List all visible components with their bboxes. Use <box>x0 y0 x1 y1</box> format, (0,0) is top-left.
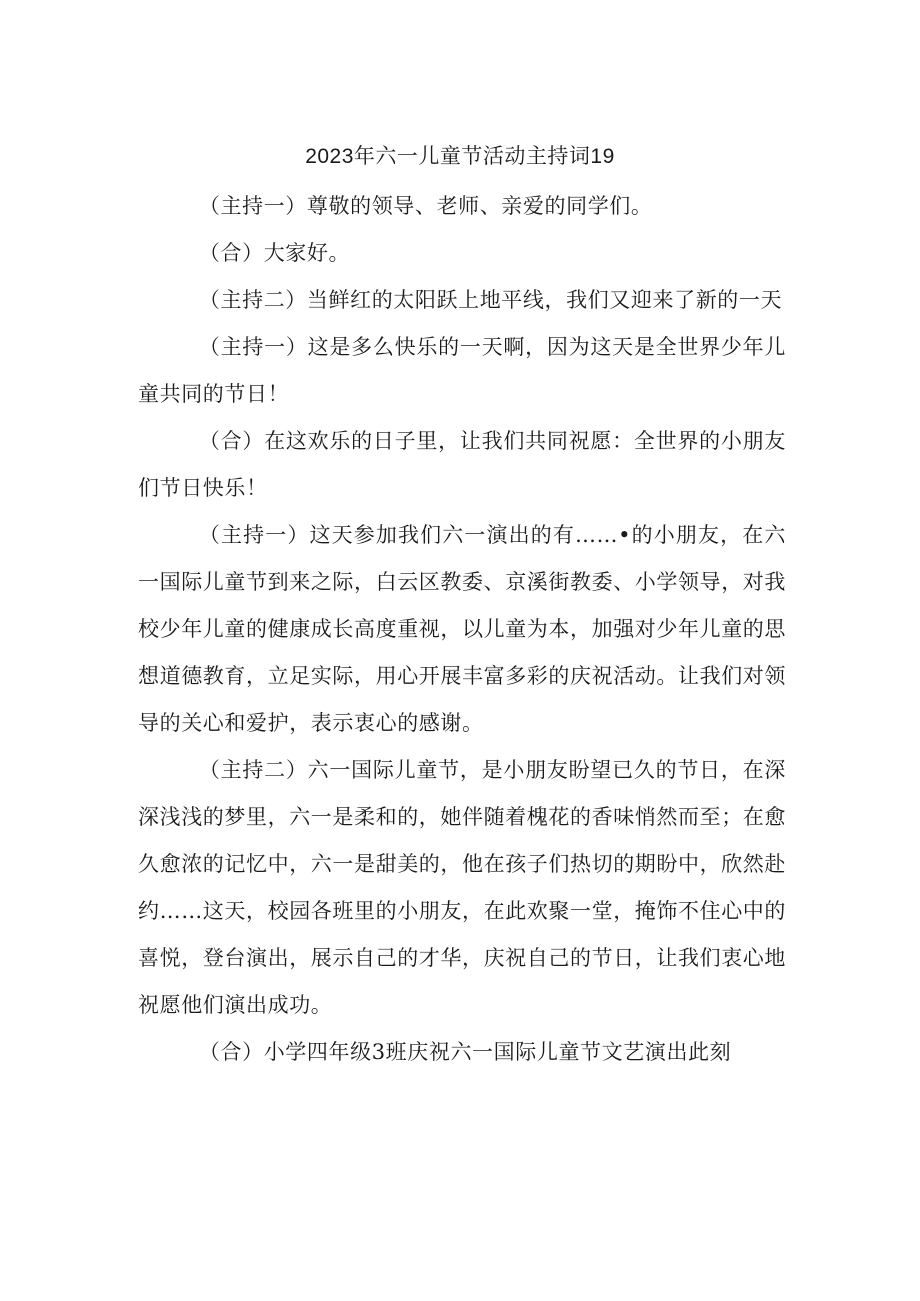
paragraph-host1-happy-day: （主持一）这是多么快乐的一天啊，因为这天是全世界少年儿童共同的节日！ <box>138 335 786 406</box>
paragraph-all-performance: （合）小学四年级3班庆祝六一国际儿童节文艺演出此刻 <box>198 1040 732 1064</box>
paragraph-host1-thanks: （主持一）这天参加我们六一演出的有……•的小朋友，在六一国际儿童节到来之际，白云区教委、京溪街教委、小学领导，对我校少年儿童的健康成长高度重视，以儿童为本，加强对少年儿童的思想道德教育，立足实际，用心开展丰富多彩的庆祝活动。让我们对领导的关心和爱护，表示衷心的感谢。 <box>138 523 786 735</box>
paragraph-all-hello: （合）大家好。 <box>198 241 351 265</box>
paragraph-host2-sunrise: （主持二）当鲜红的太阳跃上地平线，我们又迎来了新的一天 <box>198 288 783 312</box>
document-body <box>138 183 786 1076</box>
paragraph-host1-greeting: （主持一）尊敬的领导、老师、亲爱的同学们。 <box>198 194 653 218</box>
paragraph-all-wishes: （合）在这欢乐的日子里，让我们共同祝愿：全世界的小朋友们节日快乐！ <box>138 429 786 500</box>
paragraph-host2-festival: （主持二）六一国际儿童节，是小朋友盼望已久的节日，在深深浅浅的梦里，六一是柔和的，她伴随着槐花的香味悄然而至；在愈久愈浓的记忆中，六一是甜美的，他在孩子们热切的期盼中，欣然赴约……这天，校园各班里的小朋友，在此欢聚一堂，掩饰不住心中的喜悦，登台演出，展示自己的才华，庆祝自己的节日，让我们衷心地祝愿他们演出成功。 <box>138 758 786 1017</box>
document-title: 2023年六一儿童节活动主持词19 <box>305 145 615 168</box>
